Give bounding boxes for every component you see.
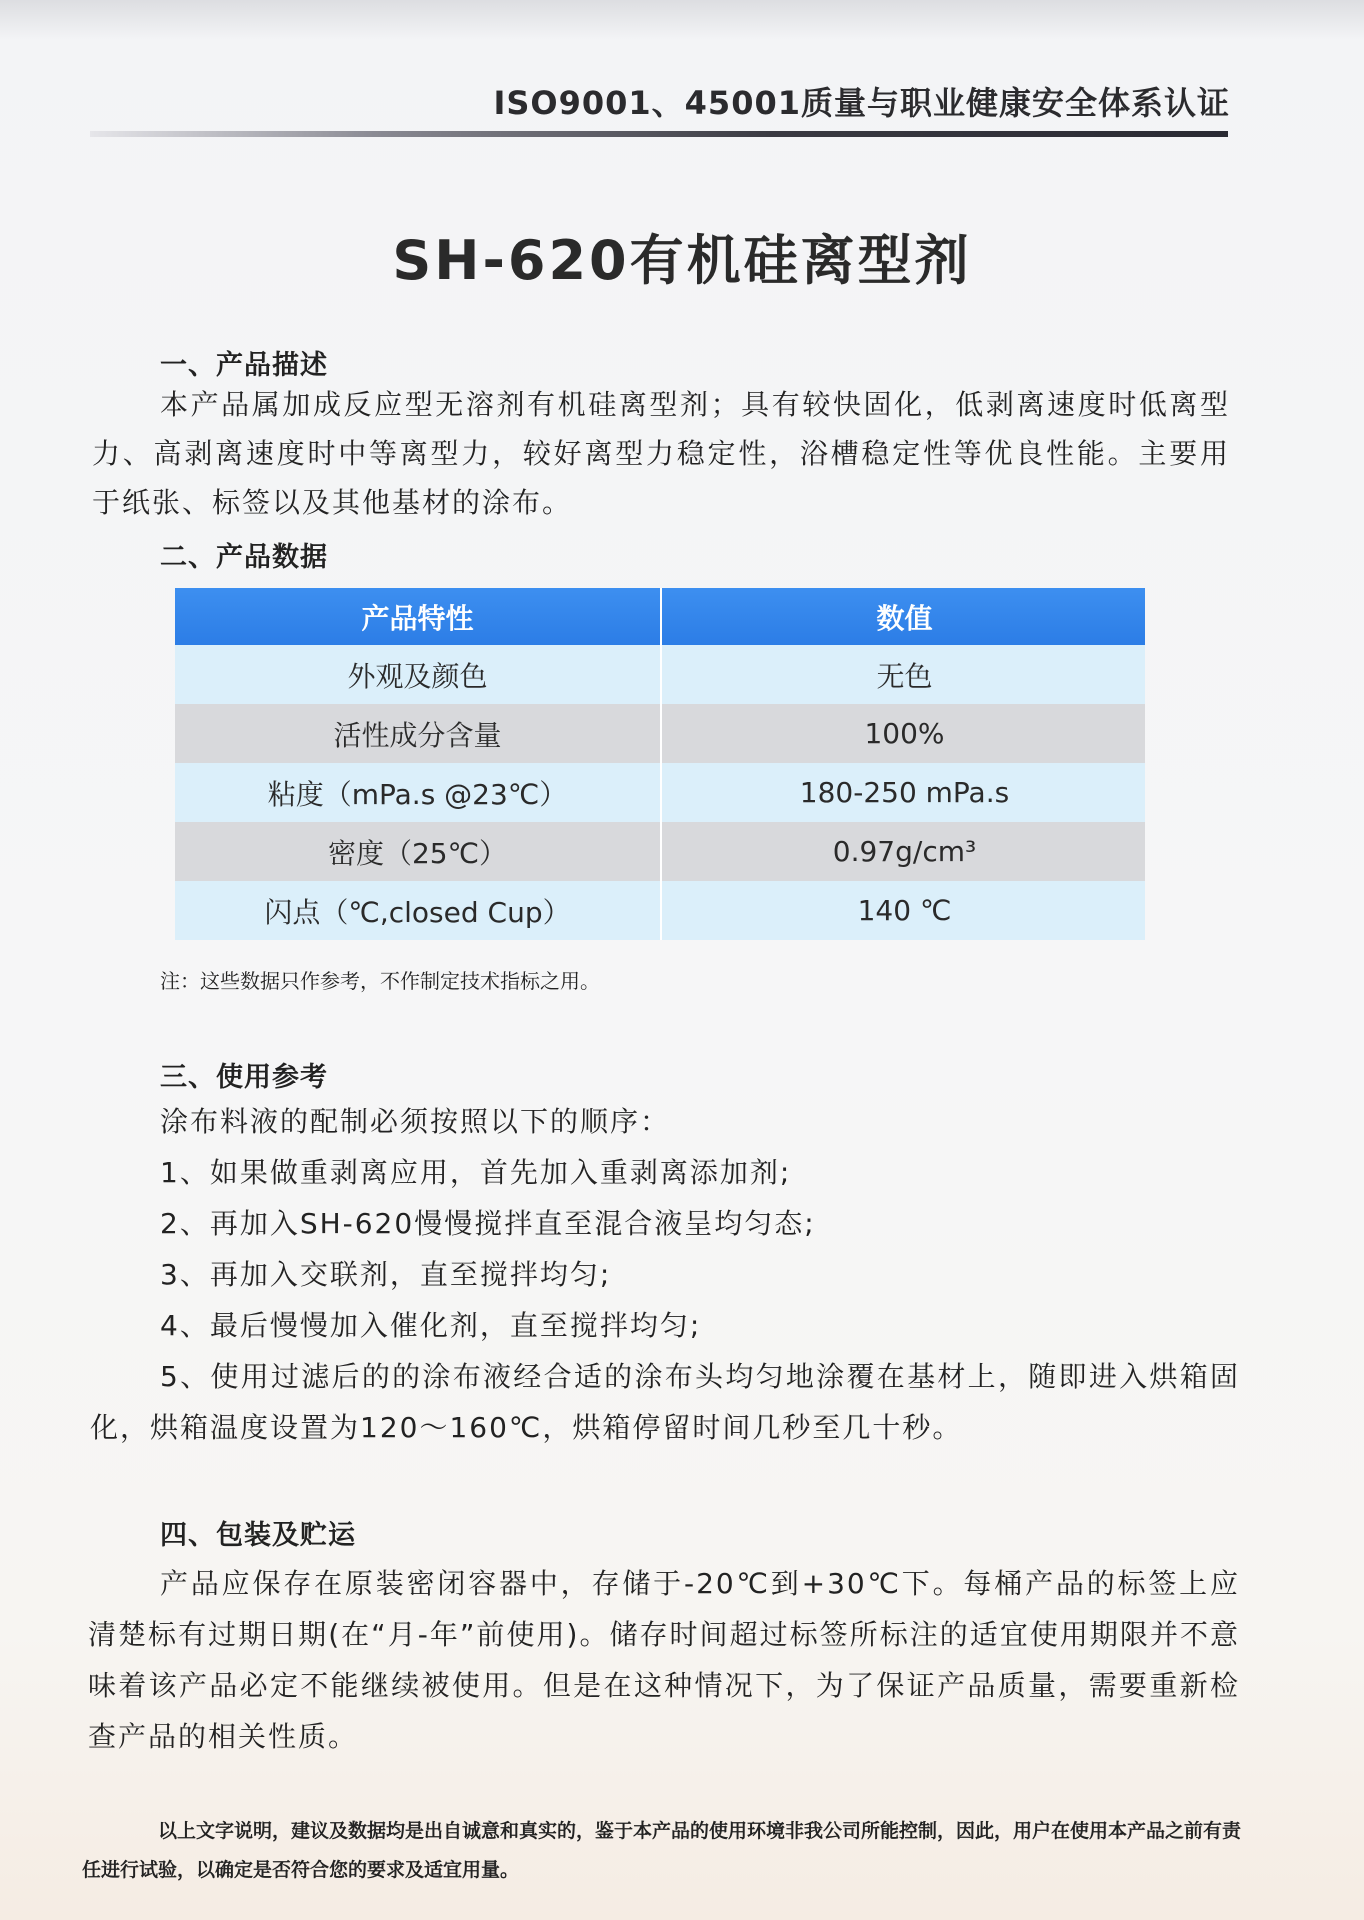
usage-step: 4、最后慢慢加入催化剂，直至搅拌均匀; — [160, 1309, 702, 1342]
table-cell-value: 180-250 mPa.s — [799, 776, 1010, 809]
section-heading-storage: 四、包装及贮运 — [160, 1520, 356, 1551]
usage-step-5-block — [90, 1351, 1240, 1453]
usage-step: 2、再加入SH-620慢慢搅拌直至混合液呈均匀态; — [160, 1207, 816, 1240]
storage-info — [88, 1558, 1240, 1762]
usage-instructions — [160, 1096, 1240, 1351]
table-row — [175, 822, 1145, 881]
usage-intro: 涂布料液的配制必须按照以下的顺序： — [160, 1105, 671, 1138]
table-row — [175, 763, 1145, 822]
certification-header: ISO9001、45001质量与职业健康安全体系认证 — [493, 84, 1230, 122]
table-cell-value: 140 ℃ — [857, 894, 952, 927]
table-header-row — [175, 588, 1145, 645]
usage-step: 3、再加入交联剂，直至搅拌均匀; — [160, 1258, 612, 1291]
disclaimer-text: 以上文字说明，建议及数据均是出自诚意和真实的，鉴于本产品的使用环境非我公司所能控制，因此，用户在使用本产品之前有责任进行试验，以确定是否符合您的要求及适宜用量。 — [82, 1820, 1242, 1881]
table-cell-value: 100% — [864, 717, 945, 750]
table-header-cell: 数值 — [876, 601, 933, 635]
storage-paragraph: 产品应保存在原装密闭容器中，存储于-20℃到+30℃下。每桶产品的标签上应清楚标有过期日期(在“月-年”前使用)。储存时间超过标签所标注的适宜使用期限并不意味着该产品必定不能继续被使用。但是在这种情况下，为了保证产品质量，需要重新检查产品的相关性质。 — [88, 1567, 1240, 1753]
product-description — [92, 380, 1230, 527]
section-heading-description: 一、产品描述 — [160, 350, 328, 381]
table-row — [175, 881, 1145, 940]
section-heading-usage: 三、使用参考 — [160, 1062, 328, 1093]
document-title: SH-620有机硅离型剂 — [392, 229, 972, 292]
product-data-table — [175, 588, 1145, 940]
section-heading-data: 二、产品数据 — [160, 542, 328, 573]
table-note: 注：这些数据只作参考，不作制定技术指标之用。 — [160, 969, 600, 993]
description-paragraph: 本产品属加成反应型无溶剂有机硅离型剂；具有较快固化，低剥离速度时低离型力、高剥离速度时中等离型力，较好离型力稳定性，浴槽稳定性等优良性能。主要用于纸张、标签以及其他基材的涂布。 — [92, 388, 1230, 519]
table-row — [175, 704, 1145, 763]
usage-step: 1、如果做重剥离应用，首先加入重剥离添加剂; — [160, 1156, 792, 1189]
table-cell-property: 外观及颜色 — [175, 645, 662, 704]
table-row — [175, 645, 1145, 704]
usage-step: 5、使用过滤后的的涂布液经合适的涂布头均匀地涂覆在基材上，随即进入烘箱固化，烘箱温度设置为120～160℃，烘箱停留时间几秒至几十秒。 — [90, 1360, 1240, 1444]
table-cell-value: 无色 — [876, 659, 933, 693]
top-shadow — [0, 0, 1364, 40]
table-cell-property: 密度（25℃） — [175, 822, 662, 881]
table-cell-property: 粘度（mPa.s @23℃） — [175, 763, 662, 822]
header-rule — [90, 131, 1228, 137]
table-cell-property: 活性成分含量 — [175, 704, 662, 763]
table-header-cell: 产品特性 — [175, 588, 662, 645]
table-cell-property: 闪点（℃,closed Cup） — [175, 881, 662, 940]
disclaimer — [82, 1812, 1242, 1890]
table-cell-value: 0.97g/cm³ — [832, 835, 977, 868]
